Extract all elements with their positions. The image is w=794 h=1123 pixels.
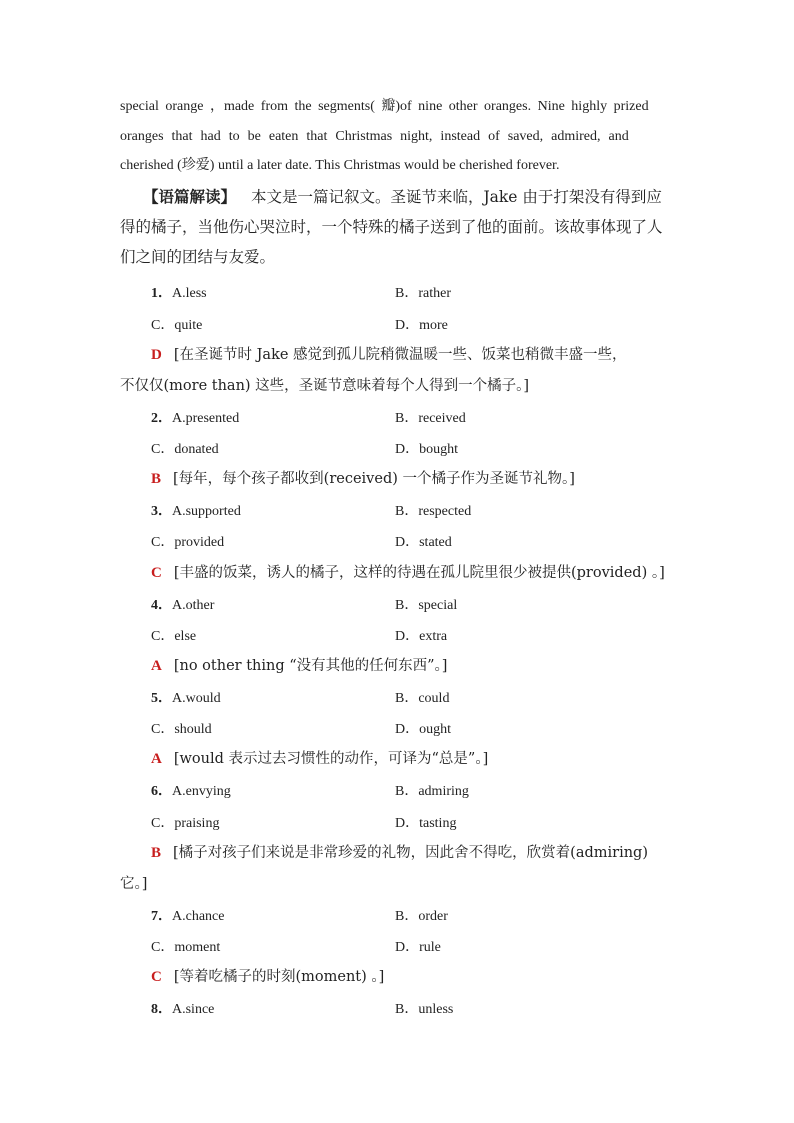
answer-letter: B — [151, 845, 162, 861]
analysis-line-2: 得的橘子，当他伤心哭泣时，一个特殊的橘子送到了他的面前。该故事体现了人 — [120, 218, 663, 236]
analysis-line-1: 本文是一篇记叙文。圣诞节来临，Jake 由于打架没有得到应 — [250, 188, 662, 206]
question-6-option-c: C．praising — [151, 816, 220, 831]
option-a-text: A.less — [172, 286, 207, 301]
passage-line-3: cherished (珍爱) until a later date. This Christmas would be cherished forever. — [120, 158, 560, 173]
question-1-explanation-cont: 不仅仅(more than) 这些，圣诞节意味着每个人得到一个橘子。] — [120, 378, 530, 394]
answer-explanation: [would 表示过去习惯性的动作，可译为“总是”。] — [173, 751, 489, 767]
question-6-option-b: B．admiring — [395, 784, 469, 799]
question-6-option-a — [151, 780, 231, 800]
analysis-heading: 【语篇解读】 — [143, 187, 237, 206]
question-number: 3． — [151, 504, 172, 519]
question-1-option-c: C．quite — [151, 318, 203, 333]
question-5-option-d: D．ought — [395, 722, 451, 737]
option-a-text: A.would — [172, 691, 221, 706]
passage-line-2: oranges that had to be eaten that Christmas night, instead of saved, admired, and — [120, 128, 629, 144]
question-2-answer — [151, 467, 575, 488]
question-6-option-d: D．tasting — [395, 816, 457, 831]
question-4-option-d: D．extra — [395, 629, 448, 644]
question-1-option-b: B．rather — [395, 286, 451, 301]
question-8-option-a — [151, 998, 214, 1018]
option-a-text: A.since — [172, 1002, 215, 1017]
question-4-answer — [151, 654, 447, 675]
question-number: 2． — [151, 411, 172, 426]
analysis-block — [120, 182, 678, 272]
option-a-text: A.presented — [172, 411, 240, 426]
question-number: 5． — [151, 691, 172, 706]
answer-explanation: [no other thing “没有其他的任何东西”。] — [173, 658, 448, 674]
question-4-option-b: B．special — [395, 598, 458, 613]
question-6-answer — [151, 841, 648, 862]
question-5-option-b: B．could — [395, 691, 450, 706]
question-3-answer — [151, 561, 665, 582]
option-a-text: A.other — [172, 598, 215, 613]
question-number: 6． — [151, 784, 172, 799]
question-5-option-c: C．should — [151, 722, 212, 737]
answer-explanation: [等着吃橘子的时刻(moment) 。] — [173, 969, 385, 985]
question-7-option-d: D．rule — [395, 940, 441, 955]
question-3-option-d: D．stated — [395, 535, 452, 550]
question-7-answer — [151, 965, 384, 986]
question-5-option-a — [151, 687, 221, 707]
passage-text — [120, 92, 673, 181]
question-5-answer — [151, 747, 488, 768]
question-number: 1． — [151, 286, 172, 301]
question-6-explanation-cont: 它。] — [120, 876, 148, 892]
analysis-line-3: 们之间的团结与友爱。 — [120, 248, 276, 266]
question-1-option-d: D．more — [395, 318, 448, 333]
question-8-option-b: B．unless — [395, 1002, 454, 1017]
answer-letter: C — [151, 565, 162, 581]
question-7-option-a — [151, 905, 224, 925]
answer-explanation: [丰盛的饭菜，诱人的橘子，这样的待遇在孤儿院里很少被提供(provided) 。] — [173, 565, 665, 581]
question-number: 7． — [151, 909, 172, 924]
question-number: 8． — [151, 1002, 172, 1017]
option-a-text: A.envying — [172, 784, 231, 799]
question-2-option-b: B．received — [395, 411, 466, 426]
answer-letter: B — [151, 471, 162, 487]
question-7-option-b: B．order — [395, 909, 448, 924]
question-number: 4． — [151, 598, 172, 613]
answer-letter: C — [151, 969, 162, 985]
question-1-option-a — [151, 282, 207, 302]
answer-explanation: [橘子对孩子们来说是非常珍爱的礼物，因此舍不得吃，欣赏着(admiring) — [173, 845, 648, 861]
option-a-text: A.supported — [172, 504, 241, 519]
question-2-option-c: C．donated — [151, 442, 219, 457]
question-3-option-c: C．provided — [151, 535, 225, 550]
answer-explanation: [在圣诞节时 Jake 感觉到孤儿院稍微温暖一些、饭菜也稍微丰盛一些， — [173, 347, 627, 363]
question-3-option-a — [151, 500, 241, 520]
question-3-option-b: B．respected — [395, 504, 472, 519]
question-7-option-c: C．moment — [151, 940, 221, 955]
question-4-option-c: C．else — [151, 629, 197, 644]
answer-letter: D — [151, 347, 162, 363]
question-1-answer — [151, 343, 627, 364]
question-2-option-d: D．bought — [395, 442, 458, 457]
option-a-text: A.chance — [172, 909, 225, 924]
passage-line-1: special orange ，made from the segments( 瓣)of nine other oranges. Nine highly prized — [120, 99, 649, 114]
answer-letter: A — [151, 658, 162, 674]
question-2-option-a — [151, 407, 239, 427]
answer-letter: A — [151, 751, 162, 767]
question-4-option-a — [151, 594, 214, 614]
answer-explanation: [每年，每个孩子都收到(received) 一个橘子作为圣诞节礼物。] — [173, 471, 575, 487]
